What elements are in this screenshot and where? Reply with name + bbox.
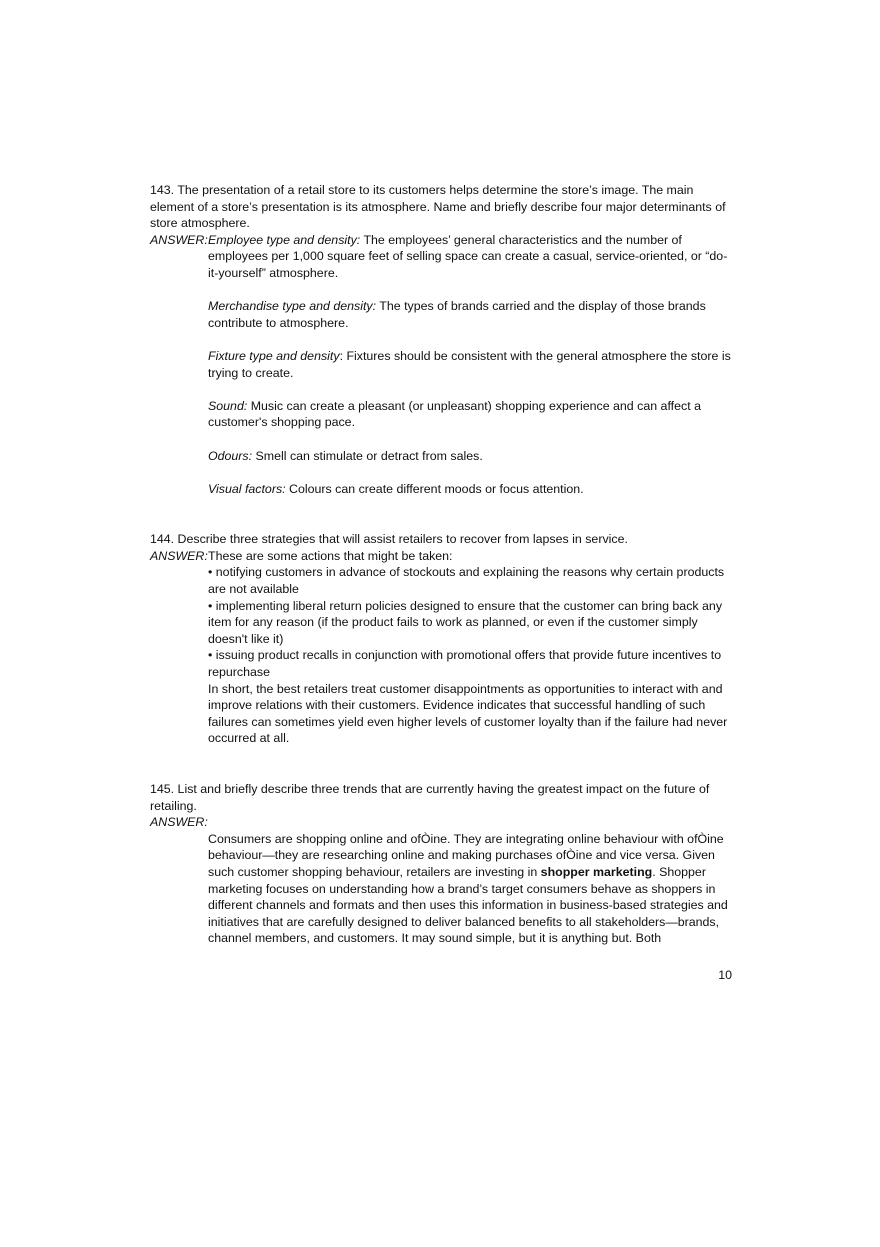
answer-term: Merchandise type and density: bbox=[208, 299, 377, 314]
answer-term: Visual factors: bbox=[208, 481, 286, 496]
page-number: 10 bbox=[718, 968, 732, 982]
question-143-text: 143. The presentation of a retail store to its customers helps determine the store’s image. The main element of a store’s presentation is its atmosphere. Name and briefly describe four major determinants of store atmosphere. bbox=[150, 183, 726, 231]
answer-item bbox=[208, 398, 735, 431]
question-145 bbox=[150, 781, 735, 947]
answer-144 bbox=[150, 548, 735, 747]
answer-label: ANSWER: bbox=[150, 232, 208, 247]
answer-item bbox=[208, 298, 735, 331]
answer-description: : Fixtures should be consistent with the general atmosphere the store is trying to create. bbox=[208, 348, 731, 380]
answer-item bbox=[208, 232, 735, 282]
answer-143-body bbox=[208, 232, 735, 498]
answer-label: ANSWER: bbox=[150, 548, 208, 563]
answer-term: Employee type and density: bbox=[208, 232, 361, 247]
answer-145 bbox=[150, 814, 735, 831]
paragraph-text: Consumers are shopping online and ofÒine. They are integrating online behaviour with ofÒine behaviour—they are researching online and making purchases ofÒine and vice versa. Given such customer shopping behaviour, retailers are investing in bbox=[208, 831, 724, 879]
bullet-item: • issuing product recalls in conjunction with promotional offers that provide future incentives to repurchase bbox=[208, 648, 722, 680]
bullet-item: • notifying customers in advance of stockouts and explaining the reasons why certain products are not available bbox=[208, 565, 725, 597]
question-143 bbox=[150, 182, 735, 497]
answer-item bbox=[208, 348, 735, 381]
answer-description: The employees’ general characteristics and the number of employees per 1,000 square feet of selling space can create a casual, service-oriented, or “do-it-yourself” atmosphere. bbox=[208, 232, 728, 280]
answer-description: Smell can stimulate or detract from sales. bbox=[252, 448, 483, 463]
answer-term: Sound: bbox=[208, 398, 248, 413]
question-144-text: 144. Describe three strategies that will assist retailers to recover from lapses in service. bbox=[150, 532, 628, 547]
answer-144-body bbox=[208, 548, 735, 747]
answer-term: Odours: bbox=[208, 448, 253, 463]
answer-term: Fixture type and density bbox=[208, 348, 340, 363]
answer-label: ANSWER: bbox=[150, 815, 208, 830]
answer-description: Colours can create different moods or focus attention. bbox=[285, 481, 584, 496]
answer-143 bbox=[150, 232, 735, 498]
answer-item bbox=[208, 481, 735, 498]
answer-145-body bbox=[208, 831, 735, 947]
answer-description: Music can create a pleasant (or unpleasant) shopping experience and can affect a customer's shopping pace. bbox=[208, 398, 701, 430]
document-page bbox=[150, 182, 735, 947]
bullet-item: • implementing liberal return policies designed to ensure that the customer can bring back any item for any reason (if the product fails to work as planned, or even if the customer simply doesn't like it) bbox=[208, 598, 723, 646]
answer-description: The types of brands carried and the display of those brands contribute to atmosphere. bbox=[208, 299, 706, 330]
answer-summary: In short, the best retailers treat customer disappointments as opportunities to interact with and improve relations with their customers. Evidence indicates that successful handling of such failures can sometimes yield even higher levels of customer loyalty than if the failure had never occurred at all. bbox=[208, 681, 728, 746]
key-term: shopper marketing bbox=[540, 864, 653, 879]
answer-item bbox=[208, 448, 735, 465]
question-145-text: 145. List and briefly describe three trends that are currently having the greatest impact on the future of retailing. bbox=[150, 782, 710, 813]
paragraph-text: . Shopper marketing focuses on understanding how a brand’s target consumers behave as shoppers in different channels and formats and then uses this information in business-based strategies and initiatives that are carefully designed to deliver balanced benefits to all stakeholders—brands, channel members, and customers. It may sound simple, but it is anything but. Both bbox=[208, 864, 728, 946]
answer-paragraph bbox=[208, 831, 735, 947]
question-144 bbox=[150, 531, 735, 747]
answer-intro: These are some actions that might be taken: bbox=[208, 548, 453, 563]
